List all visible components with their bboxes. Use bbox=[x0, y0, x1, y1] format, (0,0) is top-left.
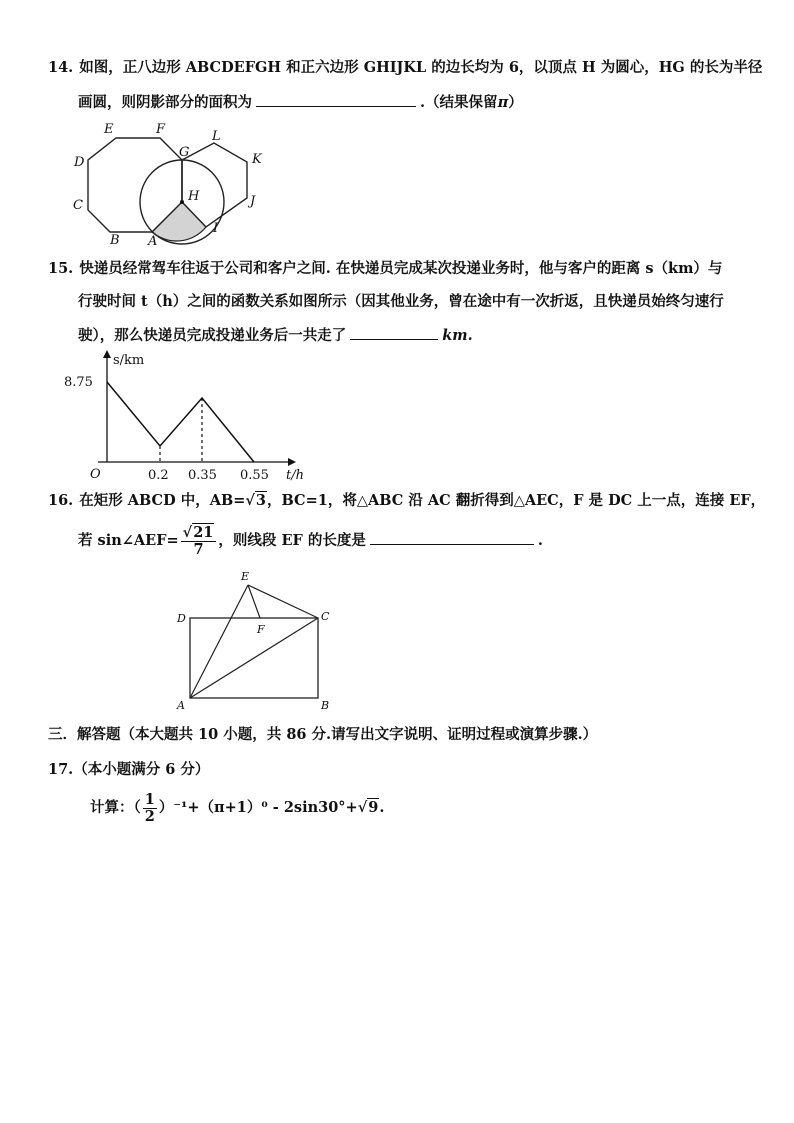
q17-prefix: 计算：（ bbox=[90, 799, 141, 816]
frac-denominator-7: 7 bbox=[193, 540, 204, 558]
sqrt21-over-7: $\frac{√21}{7}$ bbox=[181, 525, 217, 558]
q16-text-3: 若 sin∠AEF= bbox=[78, 532, 179, 549]
label-E: E bbox=[104, 122, 114, 137]
q14-text-4: ） bbox=[508, 94, 523, 111]
label-L: L bbox=[212, 129, 221, 144]
q16-line1: 16. 在矩形 ABCD 中，AB=√3，BC=1，将△ABC 沿 AC 翻折得到△AEC，F 是 DC 上一点，连接 EF， bbox=[48, 492, 766, 509]
x-tick-055: 0.55 bbox=[240, 468, 269, 483]
pi-symbol: π bbox=[497, 94, 509, 111]
x-tick-035: 0.35 bbox=[188, 468, 217, 483]
q17-end: . bbox=[379, 799, 385, 816]
label-C: C bbox=[73, 198, 83, 213]
y-axis-label: s/km bbox=[113, 353, 145, 368]
label-B2: B bbox=[321, 699, 330, 712]
q16-text-2: ，BC=1，将△ABC 沿 AC 翻折得到△AEC，F 是 DC 上一点，连接 EF， bbox=[267, 492, 766, 509]
segment-ae bbox=[190, 585, 248, 698]
label-G: G bbox=[179, 145, 190, 160]
label-A: A bbox=[148, 234, 158, 249]
origin-label: O bbox=[90, 467, 101, 482]
label-C2: C bbox=[321, 610, 330, 623]
label-E2: E bbox=[241, 570, 250, 583]
section3-heading: 三．解答题（本大题共 10 小题，共 86 分.请写出文字说明、证明过程或演算步骤.） bbox=[48, 726, 598, 743]
q16-text-4: ，则线段 EF 的长度是 bbox=[218, 532, 366, 549]
q16-text-1: 在矩形 ABCD 中，AB= bbox=[79, 492, 246, 509]
q17-expression-body: ）⁻¹+（π+1）⁰ - 2sin30°+ bbox=[158, 799, 358, 816]
half-denominator: 2 bbox=[144, 807, 155, 825]
q15-text-3: 驶），那么快递员完成投递业务后一共走了 bbox=[78, 327, 347, 344]
sqrt3-radicand: 3 bbox=[255, 492, 267, 509]
q17-title: 17.（本小题满分 6 分） bbox=[48, 761, 210, 778]
x-tick-020: 0.2 bbox=[148, 468, 169, 483]
label-B: B bbox=[110, 233, 120, 248]
q16-text-5: . bbox=[537, 532, 543, 549]
label-F: F bbox=[156, 122, 166, 137]
q14-text-2: 画圆，则阴影部分的面积为 bbox=[78, 94, 252, 111]
x-axis-label: t/h bbox=[286, 468, 304, 483]
one-half-fraction bbox=[143, 792, 157, 825]
segment-ac bbox=[190, 618, 318, 698]
label-H: H bbox=[188, 189, 200, 204]
label-I: I bbox=[213, 221, 219, 236]
q14-text-3: .（结果保留 bbox=[420, 94, 498, 111]
q15-text-2: 行驶时间 t（h）之间的函数关系如图所示（因其他业务，曾在途中有一次折返，且快递员始终匀速行 bbox=[78, 293, 724, 310]
y-tick-875: 8.75 bbox=[64, 375, 93, 390]
q15-unit: km. bbox=[442, 327, 473, 344]
label-A2: A bbox=[177, 699, 185, 712]
label-F2: F bbox=[257, 623, 265, 636]
q14-number: 14. bbox=[48, 59, 74, 76]
q17-expression: 计算：（ $\frac{1}{2}$ ）⁻¹+（π+1）⁰ - 2sin30°+√9. bbox=[90, 790, 385, 825]
q14-text-1: 如图，正八边形 ABCDEFGH 和正六边形 GHIJKL 的边长均为 6，以顶点 H 为圆心，HG 的长为半径 bbox=[79, 59, 763, 76]
q16-number: 16. bbox=[48, 492, 74, 509]
label-D2: D bbox=[177, 612, 186, 625]
half-numerator: 1 bbox=[144, 790, 155, 808]
sqrt21-radicand: 21 bbox=[193, 523, 214, 541]
sqrt9-radicand: 9 bbox=[368, 799, 379, 816]
q15-number: 15. bbox=[48, 260, 74, 277]
label-D: D bbox=[74, 155, 85, 170]
q15-text-1: 快递员经常驾车往返于公司和客户之间. 在快递员完成某次投递业务时，他与客户的距离 s（km）与 bbox=[79, 260, 723, 277]
label-J: J bbox=[250, 194, 256, 209]
label-K: K bbox=[252, 152, 262, 167]
